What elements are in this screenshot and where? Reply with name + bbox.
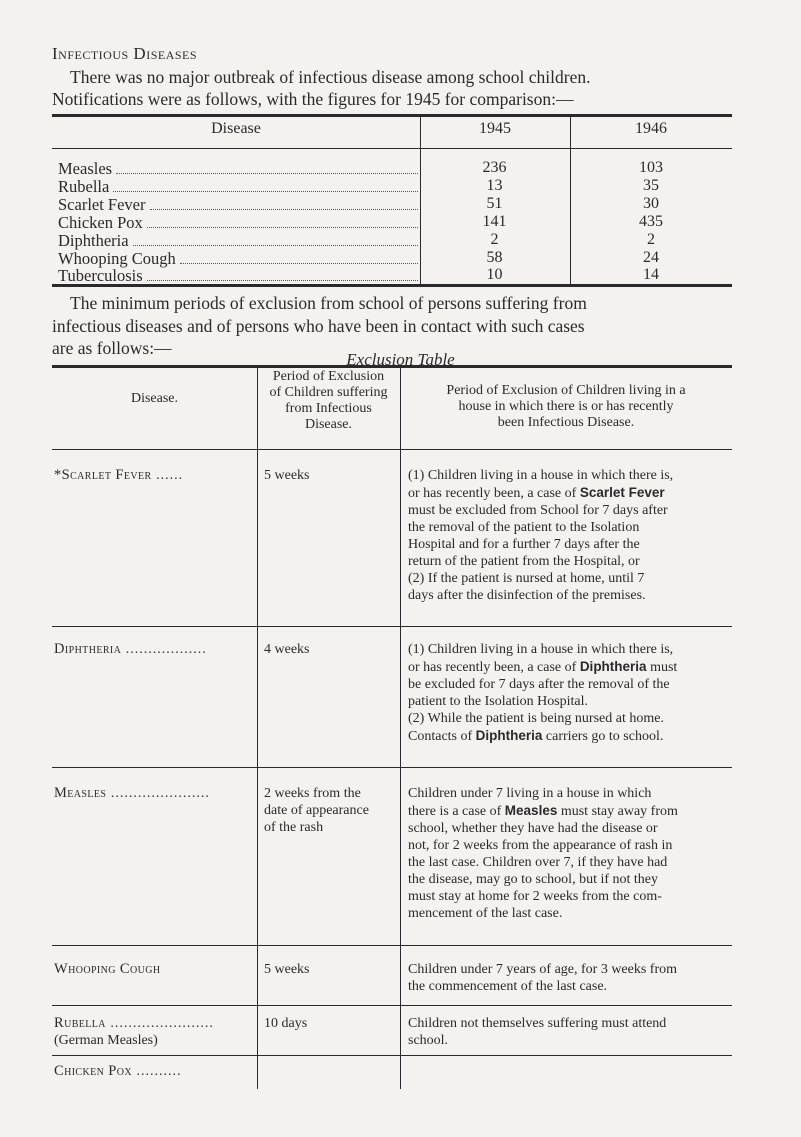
- row-name-measles: Measles ......................: [54, 785, 210, 801]
- contact-line: the commencement of the last case.: [408, 979, 608, 994]
- contact-text: or has recently been, a case of: [408, 486, 580, 501]
- contact-line: the disease, may go to school, but if not they: [408, 872, 659, 887]
- row-name-scarlet-fever: *Scarlet Fever ......: [54, 467, 184, 483]
- row-name-chicken-pox: Chicken Pox ..........: [54, 1063, 182, 1079]
- contact-line: Hospital and for a further 7 days after the: [408, 537, 640, 552]
- contact-bold: Measles: [504, 803, 558, 818]
- count-1945: 141: [482, 213, 507, 230]
- period-diphtheria: 4 weeks: [264, 642, 310, 657]
- count-1946: 24: [643, 249, 659, 266]
- contact-line: Children under 7 years of age, for 3 weeks from: [408, 962, 678, 977]
- row-sublabel: (German Measles): [54, 1033, 158, 1048]
- row-label: Whooping Cough: [54, 961, 161, 977]
- intro-line-1: There was no major outbreak of infectious disease among school children.: [70, 67, 591, 87]
- count-1946: 2: [647, 231, 655, 248]
- count-1945: 10: [486, 266, 503, 283]
- contact-line: patient to the Isolation Hospital.: [408, 694, 589, 709]
- period-whooping-cough: 5 weeks: [264, 962, 310, 977]
- header-1946: 1946: [635, 120, 667, 137]
- disease-name: Rubella: [58, 177, 110, 196]
- header-period-line: Disease.: [304, 417, 353, 432]
- disease-name: Whooping Cough: [58, 249, 176, 268]
- contact-text: must stay away from: [557, 804, 678, 819]
- header-period-line: Period of Exclusion: [272, 369, 385, 384]
- contact-bold: Scarlet Fever: [579, 485, 665, 500]
- period-line: of the rash: [264, 820, 324, 835]
- contact-line: Children under 7 living in a house in which: [408, 786, 652, 801]
- row-label: Rubella: [54, 1015, 106, 1031]
- header-period-line: from Infectious: [285, 401, 372, 416]
- row-name-rubella: Rubella ....................... (German Measles): [54, 1015, 254, 1049]
- contact-bold: Diphtheria: [579, 659, 647, 674]
- header-disease: Disease: [211, 120, 261, 137]
- exclusion-caption: Exclusion Table: [346, 350, 455, 369]
- count-1945: 2: [490, 231, 499, 248]
- contact-text: there is a case of: [408, 804, 505, 819]
- contact-line: must be excluded from School for 7 days after: [408, 503, 668, 518]
- count-1945: 236: [482, 159, 507, 176]
- contact-line: (1) Children living in a house in which there is,: [408, 468, 674, 483]
- header-period-line: of Children suffering: [269, 385, 388, 400]
- row-label: Measles: [54, 785, 107, 801]
- contact-text: or has recently been, a case of: [408, 660, 580, 675]
- disease-name: Scarlet Fever: [58, 195, 146, 214]
- disease-name: Measles: [58, 159, 113, 178]
- header-1945: 1945: [479, 120, 511, 137]
- count-1946: 103: [639, 159, 663, 176]
- row-label: Diphtheria: [54, 641, 122, 657]
- header-disease: Disease.: [130, 391, 179, 406]
- contact-text: carriers go to school.: [542, 729, 664, 744]
- count-1946: 35: [643, 177, 659, 194]
- header-contact-line: Period of Exclusion of Children living in a: [446, 383, 686, 398]
- exclusion-intro-line-1: The minimum periods of exclusion from school of persons suffering from: [70, 293, 587, 313]
- row-name-diphtheria: Diphtheria ..................: [54, 641, 207, 657]
- contact-line: (1) Children living in a house in which there is,: [408, 642, 674, 657]
- period-rubella: 10 days: [264, 1016, 308, 1031]
- contact-line: be excluded for 7 days after the removal of the: [408, 677, 670, 692]
- count-1945: 13: [486, 177, 503, 194]
- contact-line: days after the disinfection of the premises.: [408, 588, 646, 603]
- row-label: Chicken Pox: [54, 1063, 132, 1079]
- disease-name: Diphtheria: [58, 231, 129, 250]
- contact-line: (2) If the patient is nursed at home, until 7: [408, 571, 645, 586]
- contact-line: school, whether they have had the disease or: [408, 821, 658, 836]
- contact-line: school.: [408, 1033, 449, 1048]
- intro-line-2: Notifications were as follows, with the figures for 1945 for comparison:—: [52, 89, 574, 109]
- period-line: date of appearance: [264, 803, 369, 818]
- contact-line: the removal of the patient to the Isolation: [408, 520, 640, 535]
- period-scarlet-fever: 5 weeks: [264, 468, 310, 483]
- disease-name: Chicken Pox: [58, 213, 143, 232]
- count-1945: 58: [486, 249, 503, 266]
- contact-line: Children not themselves suffering must attend: [408, 1016, 667, 1031]
- contact-line: (2) While the patient is being nursed at home.: [408, 711, 664, 726]
- contact-line: return of the patient from the Hospital, or: [408, 554, 640, 569]
- period-line: 2 weeks from the: [264, 786, 361, 801]
- contact-line: must stay at home for 2 weeks from the com-: [408, 889, 662, 904]
- disease-name: Tuberculosis: [58, 266, 143, 285]
- row-label: *Scarlet Fever: [54, 467, 152, 483]
- contact-bold: Diphtheria: [475, 728, 543, 743]
- contact-line: mencement of the last case.: [408, 906, 563, 921]
- contact-line: not, for 2 weeks from the appearance of rash in: [408, 838, 673, 853]
- count-1946: 30: [643, 195, 659, 212]
- contact-text: must: [646, 660, 678, 675]
- contact-text: Contacts of: [408, 729, 476, 744]
- count-1946: 14: [643, 266, 659, 283]
- header-contact-line: been Infectious Disease.: [497, 415, 635, 430]
- exclusion-intro-line-3: are as follows:—: [52, 338, 172, 358]
- exclusion-intro-line-2: infectious diseases and of persons who have been in contact with such cases: [52, 315, 585, 336]
- contact-line: the last case. Children over 7, if they have had: [408, 855, 668, 870]
- section-heading: Infectious Diseases: [52, 44, 198, 63]
- count-1946: 435: [639, 213, 663, 230]
- header-contact-line: house in which there is or has recently: [458, 399, 674, 414]
- count-1945: 51: [486, 195, 503, 212]
